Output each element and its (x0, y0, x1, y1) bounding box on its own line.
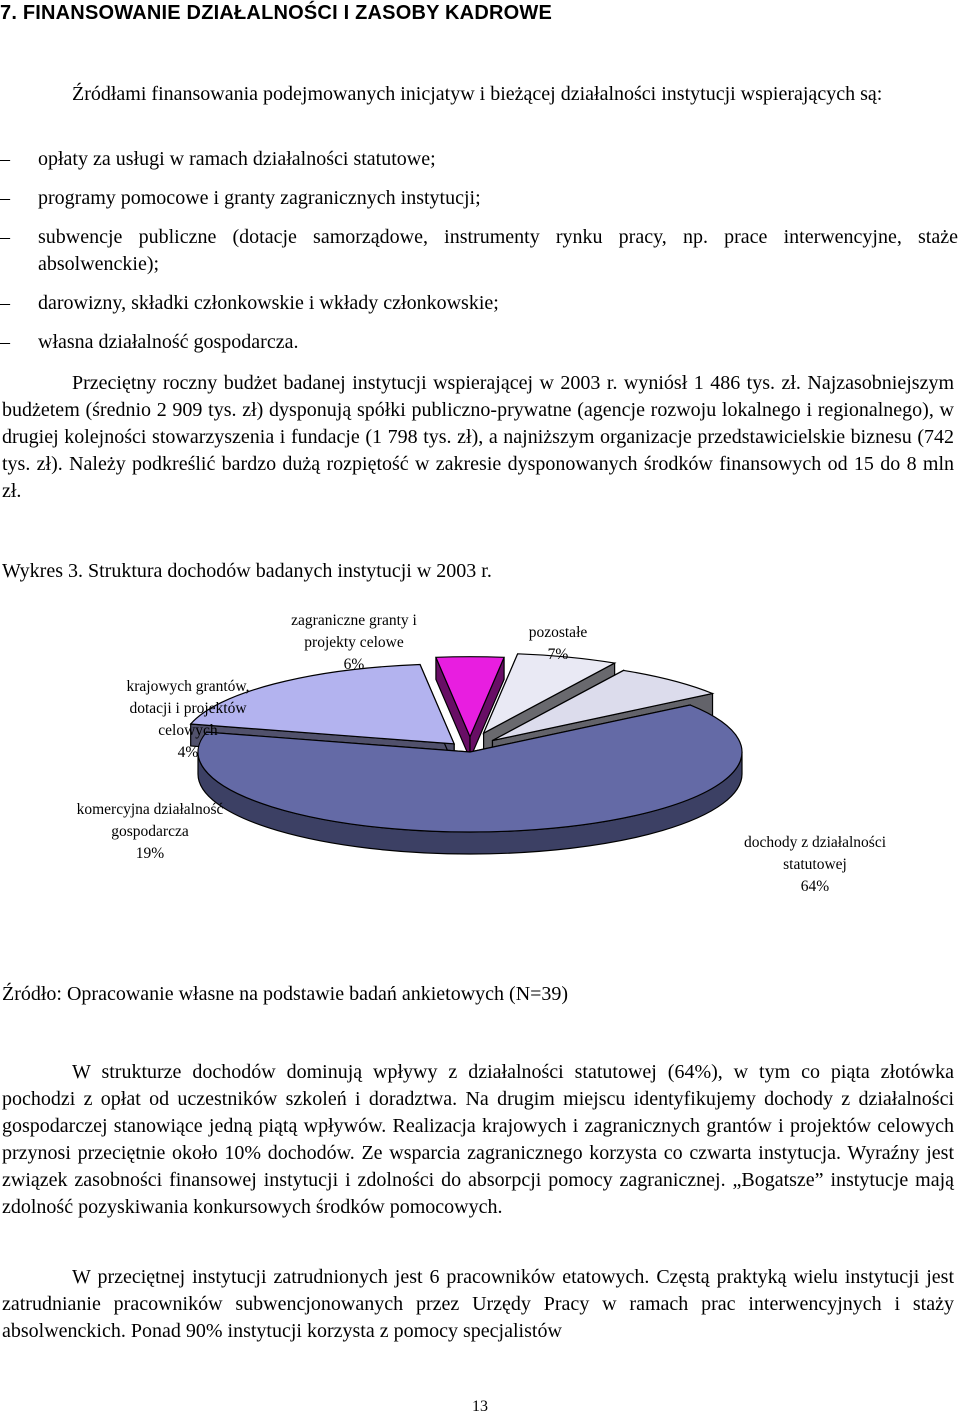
chart-label-other (508, 622, 608, 666)
list-item (0, 329, 958, 356)
chart-label-line: projekty celowe (304, 634, 404, 651)
dash-marker: – (0, 148, 10, 170)
chart-label-line: pozostałe (528, 624, 588, 641)
staff-paragraph: W przeciętnej instytucji zatrudnionych jest 6 pracowników etatowych. Częstą praktyką wielu instytucji jest zatrudnianie pracowników subwencjonowanych przez Urzędy Pracy w ramach prac interwencyjnych i staży absolwenckich. Ponad 90% instytucji korzysta z pomocy specjalistów (2, 1266, 954, 1342)
chart-value-label: 4% (177, 744, 199, 761)
chart-label-line: dotacji i projektów (129, 700, 247, 717)
list-item-text: subwencje publiczne (dotacje samorządowe, instrumenty rynku pracy, np. prace interwencyjne, staże absolwenckie); (38, 226, 958, 275)
chart-label-domestic-grants (108, 676, 268, 764)
chart-value-label: 64% (800, 878, 830, 895)
dash-marker: – (0, 292, 10, 314)
chart-label-line: celowych (158, 722, 218, 739)
list-item-text: własna działalność gospodarcza. (38, 331, 299, 353)
page-number: 13 (472, 1398, 488, 1415)
intro-paragraph: Źródłami finansowania podejmowanych inicjatyw i bieżącej działalności instytucji wspierających są: (72, 83, 883, 105)
chart-label-line: statutowej (783, 856, 847, 873)
list-item (0, 185, 958, 212)
funding-sources-list (0, 146, 958, 368)
chart-label-commercial (58, 799, 242, 865)
list-item-text: darowizny, składki członkowskie i wkłady członkowskie; (38, 292, 499, 314)
chart-label-foreign-grants (264, 610, 444, 676)
chart-label-statutory (726, 832, 904, 898)
chart-label-line: krajowych grantów, (126, 678, 250, 695)
chart-value-label: 6% (343, 656, 365, 673)
section-heading: 7. FINANSOWANIE DZIAŁALNOŚCI I ZASOBY KADROWE (0, 2, 552, 24)
chart-value-label: 19% (135, 845, 165, 862)
dash-marker: – (0, 187, 10, 209)
income-structure-paragraph: W strukturze dochodów dominują wpływy z działalności statutowej (64%), w tym co piąta złotówka pochodzi z opłat od uczestników szkoleń i doradztwa. Na drugim miejscu identyfikujemy dochody z działalności gospodarczej stanowiące jedną piątą wpływów. Realizacja krajowych i zagranicznych grantów i projektów celowych przynosi przeciętnie około 10% dochodów. Ze wsparcia zagranicznego korzysta co czwarta instytucja. Wyraźny jest związek zasobności finansowej instytucji i zdolności do absorpcji pomocy zagranicznej. „Bogatsze” instytucje mają zdolność pozyskiwania konkursowych środków pomocowych. (2, 1061, 954, 1218)
dash-marker: – (0, 331, 10, 353)
dash-marker: – (0, 226, 10, 248)
chart-label-line: zagraniczne granty i (291, 612, 417, 629)
chart-label-line: gospodarcza (111, 823, 189, 840)
list-item (0, 146, 958, 173)
chart-label-line: komercyjna działalność (76, 801, 224, 818)
list-item-text: opłaty za usługi w ramach działalności statutowe; (38, 148, 436, 170)
list-item (0, 290, 958, 317)
chart-label-line: dochody z działalności (743, 834, 887, 851)
budget-paragraph: Przeciętny roczny budżet badanej instytucji wspierającej w 2003 r. wyniósł 1 486 tys. zł. Najzasobniejszym budżetem (średnio 2 909 tys. zł) dysponują spółki publiczno-prywatne (agencje rozwoju lokalnego i regionalnego), w drugiej kolejności stowarzyszenia i fundacje (1 798 tys. zł), a najniższym organizacje przedstawicielskie biznesu (742 tys. zł). Należy podkreślić bardzo dużą rozpiętość w zakresie dysponowanych środków finansowych od 15 do 8 mln zł. (2, 372, 954, 502)
list-item (0, 224, 958, 278)
figure-caption: Wykres 3. Struktura dochodów badanych instytucji w 2003 r. (2, 560, 492, 582)
source-note: Źródło: Opracowanie własne na podstawie badań ankietowych (N=39) (2, 983, 569, 1005)
chart-value-label: 7% (547, 646, 569, 663)
list-item-text: programy pomocowe i granty zagranicznych instytucji; (38, 187, 481, 209)
